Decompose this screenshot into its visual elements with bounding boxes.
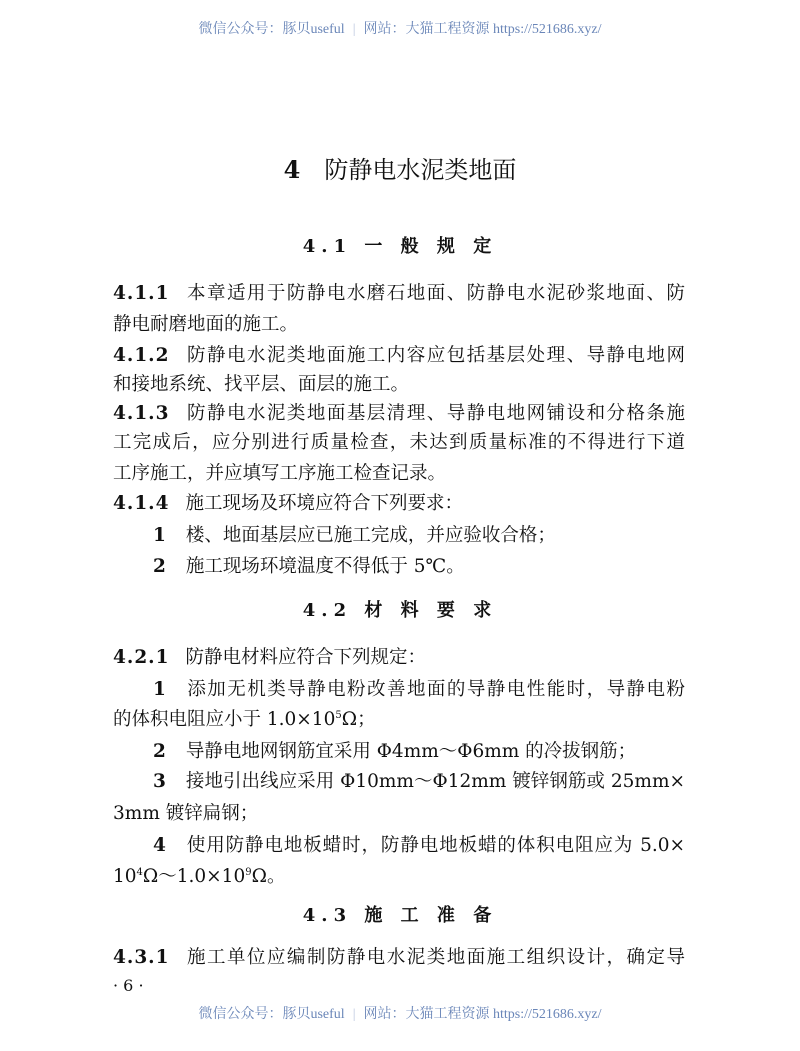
item-text: 10	[113, 866, 137, 887]
item-text: Ω；	[341, 709, 376, 730]
item-line	[153, 767, 685, 793]
section-heading	[0, 901, 800, 927]
clause-line	[113, 428, 685, 454]
item-number: 1	[153, 525, 166, 546]
chapter-title-text: 防静电水泥类地面	[324, 156, 517, 184]
superscript: 5	[335, 709, 342, 721]
clause-number: 4.1.4	[113, 493, 170, 514]
chapter-number: 4	[283, 155, 301, 184]
clause-line	[113, 459, 685, 485]
header-watermark	[0, 18, 800, 38]
watermark-right: 网站：大猫工程资源 https://521686.xyz/	[363, 1007, 602, 1022]
watermark-separator: |	[352, 1007, 356, 1022]
clause-text: 防静电水泥类地面基层清理、导静电地网铺设和分格条施	[185, 403, 685, 424]
item-line	[113, 799, 685, 825]
item-line	[153, 552, 685, 578]
clause-line	[113, 370, 685, 396]
section-number: 4.3	[302, 905, 353, 926]
clause-text: 和接地系统、找平层、面层的施工。	[113, 374, 410, 395]
watermark-left: 微信公众号：豚贝useful	[198, 22, 345, 37]
clause-number: 4.3.1	[113, 947, 170, 968]
clause-text: 静电耐磨地面的施工。	[113, 314, 299, 335]
item-text: 楼、地面基层应已施工完成，并应验收合格；	[185, 525, 556, 546]
clause-line	[113, 279, 685, 305]
page-number: · 6 ·	[113, 976, 144, 995]
item-number: 1	[153, 679, 166, 700]
item-line	[113, 862, 685, 888]
item-text: Ω。	[251, 866, 286, 887]
item-line	[113, 705, 685, 731]
item-line	[153, 675, 685, 701]
clause-number: 4.1.3	[113, 403, 170, 424]
clause-number: 4.1.1	[113, 283, 170, 304]
clause-line	[113, 643, 685, 669]
section-title: 一 般 规 定	[364, 236, 498, 257]
item-number: 4	[153, 835, 166, 856]
clause-text: 施工现场及环境应符合下列要求：	[185, 493, 464, 514]
item-text: 施工现场环境温度不得低于 5℃。	[185, 556, 465, 577]
item-text: 接地引出线应采用 Φ10mm～Φ12mm 镀锌钢筋或 25mm×	[185, 771, 685, 792]
section-number: 4.2	[302, 600, 353, 621]
clause-text: 防静电材料应符合下列规定：	[185, 647, 427, 668]
item-text: 的体积电阻应小于 1.0×10	[113, 709, 336, 730]
item-line	[153, 521, 685, 547]
clause-line	[113, 943, 685, 969]
item-text: 3mm 镀锌扁钢；	[113, 803, 259, 824]
clause-line	[113, 310, 685, 336]
section-heading	[0, 596, 800, 622]
section-title: 施 工 准 备	[364, 905, 498, 926]
item-text: 添加无机类导静电粉改善地面的导静电性能时，导静电粉	[185, 679, 685, 700]
clause-number: 4.1.2	[113, 345, 170, 366]
superscript: 4	[136, 866, 143, 878]
clause-text: 工完成后，应分别进行质量检查，未达到质量标准的不得进行下道	[113, 432, 685, 453]
clause-number: 4.2.1	[113, 647, 170, 668]
watermark-right: 网站：大猫工程资源 https://521686.xyz/	[363, 22, 602, 37]
clause-text: 工序施工，并应填写工序施工检查记录。	[113, 463, 447, 484]
section-heading	[0, 232, 800, 258]
item-number: 2	[153, 741, 166, 762]
clause-text: 防静电水泥类地面施工内容应包括基层处理、导静电地网	[185, 345, 685, 366]
item-text: 使用防静电地板蜡时，防静电地板蜡的体积电阻应为 5.0×	[185, 835, 685, 856]
footer-watermark	[0, 1003, 800, 1023]
clause-text: 本章适用于防静电水磨石地面、防静电水泥砂浆地面、防	[185, 283, 685, 304]
watermark-separator: |	[352, 22, 356, 37]
item-number: 2	[153, 556, 166, 577]
chapter-title	[0, 150, 800, 185]
item-text: Ω～1.0×10	[142, 866, 246, 887]
superscript: 9	[245, 866, 252, 878]
section-number: 4.1	[302, 236, 353, 257]
item-line	[153, 831, 685, 857]
clause-text: 施工单位应编制防静电水泥类地面施工组织设计，确定导	[185, 947, 685, 968]
clause-line	[113, 489, 685, 515]
item-line	[153, 737, 685, 763]
item-text: 导静电地网钢筋宜采用 Φ4mm～Φ6mm 的冷拔钢筋；	[185, 741, 637, 762]
watermark-left: 微信公众号：豚贝useful	[198, 1007, 345, 1022]
clause-line	[113, 341, 685, 367]
section-title: 材 料 要 求	[364, 600, 498, 621]
clause-line	[113, 399, 685, 425]
item-number: 3	[153, 771, 166, 792]
